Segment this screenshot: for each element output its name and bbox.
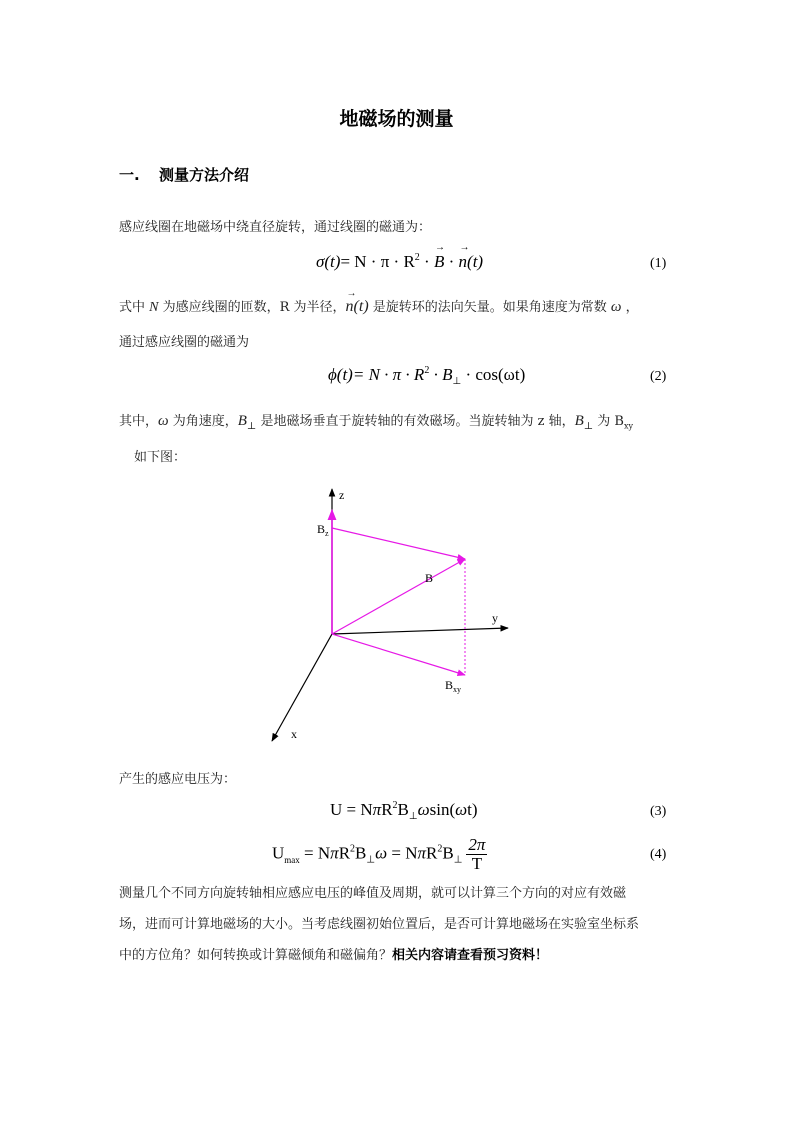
- paragraph-conclusion-line3: [119, 944, 548, 963]
- text: = N: [387, 843, 418, 863]
- section-number: 一.: [119, 166, 140, 184]
- eq2-rhs: = N · π · R: [352, 365, 425, 384]
- eq2-mid: · B: [429, 365, 453, 384]
- symbol-pi: π: [372, 800, 382, 819]
- bxy-vector: [332, 634, 465, 675]
- text: t): [467, 800, 478, 819]
- text: B: [355, 843, 367, 863]
- eq2-tail: · cos(ωt): [461, 365, 526, 384]
- label-bxy: [445, 678, 461, 694]
- numerator: 2π: [468, 835, 486, 854]
- bold-note: 相关内容请查看预习资料！: [392, 948, 549, 963]
- sub: ⊥: [408, 811, 418, 822]
- symbol-pi: π: [330, 843, 339, 863]
- label-bz: [317, 522, 329, 538]
- symbol-omega: ω: [455, 800, 468, 819]
- subscript: ⊥: [583, 421, 594, 432]
- text: R: [426, 843, 438, 863]
- symbol-b: B: [237, 413, 247, 429]
- text: 是地磁场垂直于旋转轴的有效磁场。当旋转轴为 z 轴，: [256, 414, 575, 429]
- text: 中的方位角？如何转换或计算磁倾角和磁偏角？: [119, 948, 393, 963]
- b-vector: [332, 559, 465, 634]
- text: B: [317, 522, 326, 536]
- eq2-lhs: ϕ(t): [328, 365, 353, 384]
- denominator: T: [471, 854, 483, 873]
- text: B: [397, 800, 409, 819]
- text: U: [272, 843, 285, 863]
- eq1-vector-n: → n: [459, 252, 468, 272]
- label-y: y: [492, 611, 498, 625]
- equation-2-number: (2): [650, 369, 667, 384]
- eq1-sup: 2: [414, 252, 420, 263]
- sub: ⊥: [366, 854, 376, 866]
- sub: ⊥: [453, 854, 463, 866]
- equation-4-number: (4): [650, 847, 667, 862]
- text: sin(: [429, 800, 456, 819]
- equation-1-number: (1): [650, 256, 667, 271]
- text: B: [445, 678, 454, 692]
- subscript: z: [325, 529, 329, 538]
- eq1-lhs: σ(t): [316, 252, 341, 271]
- fraction: [466, 836, 487, 873]
- label-x: x: [291, 727, 297, 741]
- text: 是旋转环的法向矢量。如果角速度为常数: [368, 300, 611, 315]
- paragraph-intro: 感应线圈在地磁场中绕直径旋转，通过线圈的磁通为：: [119, 220, 432, 235]
- subscript: ⊥: [246, 421, 257, 432]
- equation-4: [272, 836, 487, 873]
- page-title: 地磁场的测量: [339, 108, 454, 130]
- sup: 2: [392, 800, 398, 811]
- sup: 2: [350, 843, 356, 855]
- text: (t): [353, 298, 369, 315]
- text: ，: [621, 300, 639, 315]
- eq2-sup: 2: [424, 365, 430, 376]
- text: R: [338, 843, 351, 863]
- text: = N: [299, 843, 331, 863]
- label-b: B: [425, 571, 434, 585]
- symbol-n: N: [149, 300, 159, 315]
- text: 为感应线圈的匝数，R 为半径，: [158, 300, 346, 315]
- symbol-omega: ω: [610, 299, 622, 315]
- symbol-normal-vector: → n: [346, 298, 354, 316]
- symbol-pi: π: [417, 843, 427, 863]
- paragraph-conclusion-line2: 场，进而可计算地磁场的大小。当考虑线圈初始位置后，是否可计算地磁场在实验室坐标系: [119, 917, 640, 932]
- eq1-mid: ·: [419, 252, 434, 271]
- label-z: z: [339, 488, 345, 502]
- symbol-omega: ω: [158, 413, 169, 429]
- paragraph-induced-voltage: 产生的感应电压为：: [119, 772, 237, 787]
- sub: max: [284, 854, 300, 865]
- text: 为 B: [593, 414, 624, 429]
- text: B: [442, 843, 454, 863]
- sup: 2: [437, 843, 443, 855]
- vectors: [332, 510, 465, 675]
- axes: [272, 489, 508, 741]
- eq1-vector-b: → B: [434, 252, 444, 272]
- subscript: xy: [623, 421, 634, 431]
- equation-3-number: (3): [650, 804, 667, 819]
- text: U = N: [330, 800, 373, 819]
- eq1-tail: (t): [467, 252, 484, 271]
- equation-3: [330, 800, 478, 822]
- bz-to-b-line: [332, 528, 465, 559]
- symbol-b: B: [574, 413, 584, 429]
- paragraph-conclusion-line1: 测量几个不同方向旋转轴相应感应电压的峰值及周期，就可以计算三个方向的对应有效磁: [119, 886, 627, 901]
- section-title: 测量方法介绍: [159, 166, 250, 184]
- eq2-sub: ⊥: [452, 376, 462, 387]
- text: R: [381, 800, 393, 819]
- eq1-dot: ·: [444, 252, 459, 271]
- paragraph-see-figure: 如下图：: [134, 450, 187, 465]
- x-axis: [272, 634, 332, 741]
- subscript: xy: [453, 685, 462, 694]
- symbol-omega: ω: [417, 800, 430, 819]
- symbol-omega: ω: [375, 843, 388, 863]
- paragraph-flux-intro: 通过感应线圈的磁通为: [119, 335, 250, 350]
- text: 为角速度，: [168, 414, 238, 429]
- eq1-rhs: = N · π · R: [340, 252, 415, 271]
- text: 式中: [119, 300, 150, 315]
- y-axis: [332, 628, 508, 634]
- text: 其中，: [119, 414, 159, 429]
